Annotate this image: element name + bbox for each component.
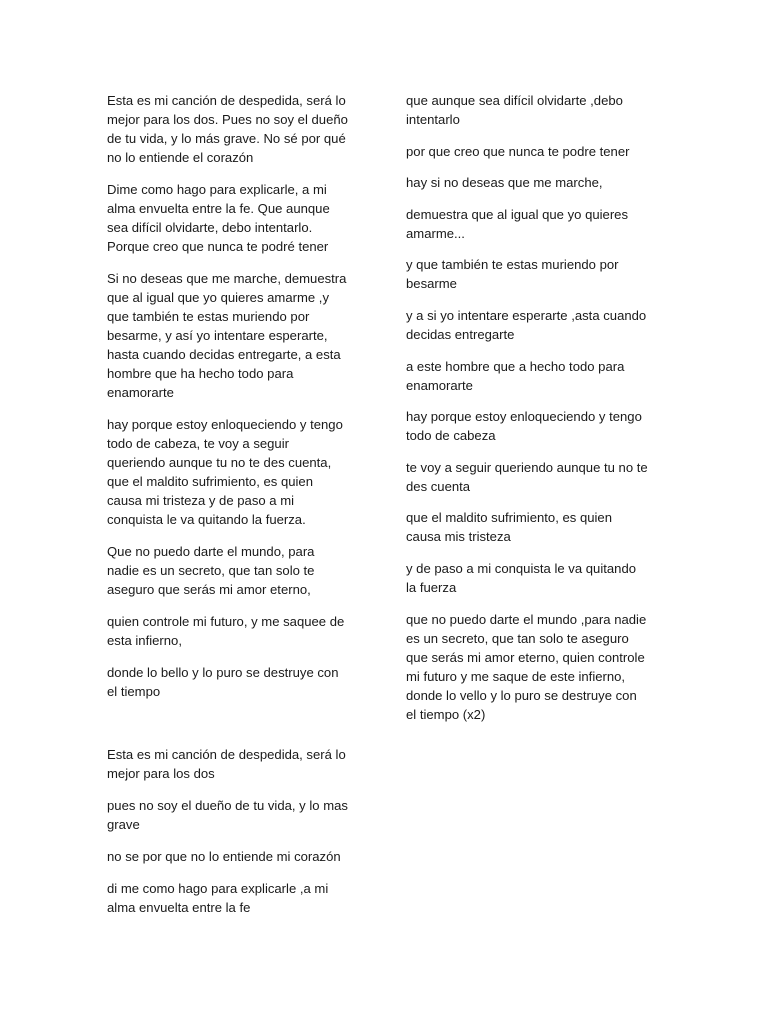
- lyric-paragraph: quien controle mi futuro, y me saquee de esta infierno,: [107, 614, 345, 648]
- lyric-paragraph: hay si no deseas que me marche,: [406, 175, 603, 191]
- lyric-paragraph: hay porque estoy enloqueciendo y tengo todo de cabeza: [406, 409, 642, 444]
- lyric-paragraph: y de paso a mi conquista le va quitando la fuerza: [406, 560, 637, 595]
- lyric-paragraph: Si no deseas que me marche, demuestra que al igual que yo quieres amarme ,y que también te estas muriendo por besarme, y así yo intentare esperarte, hasta cuando decidas entregarte, a esta hombre que ha hecho todo para enamorarte: [107, 271, 347, 400]
- lyric-paragraph: Esta es mi canción de despedida, será lo mejor para los dos. Pues no soy el dueño de tu vida, y lo más grave. No sé por qué no lo entiende el corazón: [107, 93, 348, 165]
- left-column: [107, 91, 369, 930]
- lyric-paragraph: di me como hago para explicarle ,a mi alma envuelta entre la fe: [107, 881, 329, 915]
- lyric-paragraph: por que creo que nunca te podre tener: [406, 143, 630, 159]
- lyric-paragraph: te voy a seguir queriendo aunque tu no te des cuenta: [406, 459, 648, 494]
- right-column: [406, 91, 668, 736]
- lyric-paragraph: Esta es mi canción de despedida, será lo mejor para los dos: [107, 747, 346, 781]
- paragraph-gap: [107, 714, 369, 745]
- lyric-paragraph: demuestra que al igual que yo quieres amarme...: [406, 206, 629, 241]
- lyric-paragraph: que no puedo darte el mundo ,para nadie es un secreto, que tan solo te aseguro que serás mi amor eterno, quien controle mi futuro y me saque de este infierno, donde lo vello y lo puro se destruye con el tiempo (x2): [406, 611, 647, 722]
- lyric-paragraph: no se por que no lo entiende mi corazón: [107, 849, 341, 864]
- lyric-paragraph: y que también te estas muriendo por besarme: [406, 257, 619, 292]
- lyric-paragraph: donde lo bello y lo puro se destruye con el tiempo: [107, 665, 339, 699]
- lyric-paragraph: hay porque estoy enloqueciendo y tengo todo de cabeza, te voy a seguir queriendo aunque tu no te des cuenta, que el maldito sufrimiento, es quien causa mi tristeza y de paso a mi conquista le va quitando la fuerza.: [107, 417, 343, 527]
- lyric-paragraph: que el maldito sufrimiento, es quien causa mis tristeza: [406, 510, 612, 545]
- lyric-paragraph: pues no soy el dueño de tu vida, y lo mas grave: [107, 798, 348, 832]
- lyric-paragraph: a este hombre que a hecho todo para enamorarte: [406, 358, 625, 393]
- lyric-paragraph: Dime como hago para explicarle, a mi alma envuelta entre la fe. Que aunque sea difícil olvidarte, debo intentarlo. Porque creo que nunca te podré tener: [107, 182, 330, 254]
- lyric-paragraph: que aunque sea difícil olvidarte ,debo intentarlo: [406, 93, 623, 127]
- lyric-paragraph: Que no puedo darte el mundo, para nadie es un secreto, que tan solo te aseguro que serás mi amor eterno,: [107, 544, 315, 597]
- lyric-paragraph: y a si yo intentare esperarte ,asta cuando decidas entregarte: [406, 307, 647, 342]
